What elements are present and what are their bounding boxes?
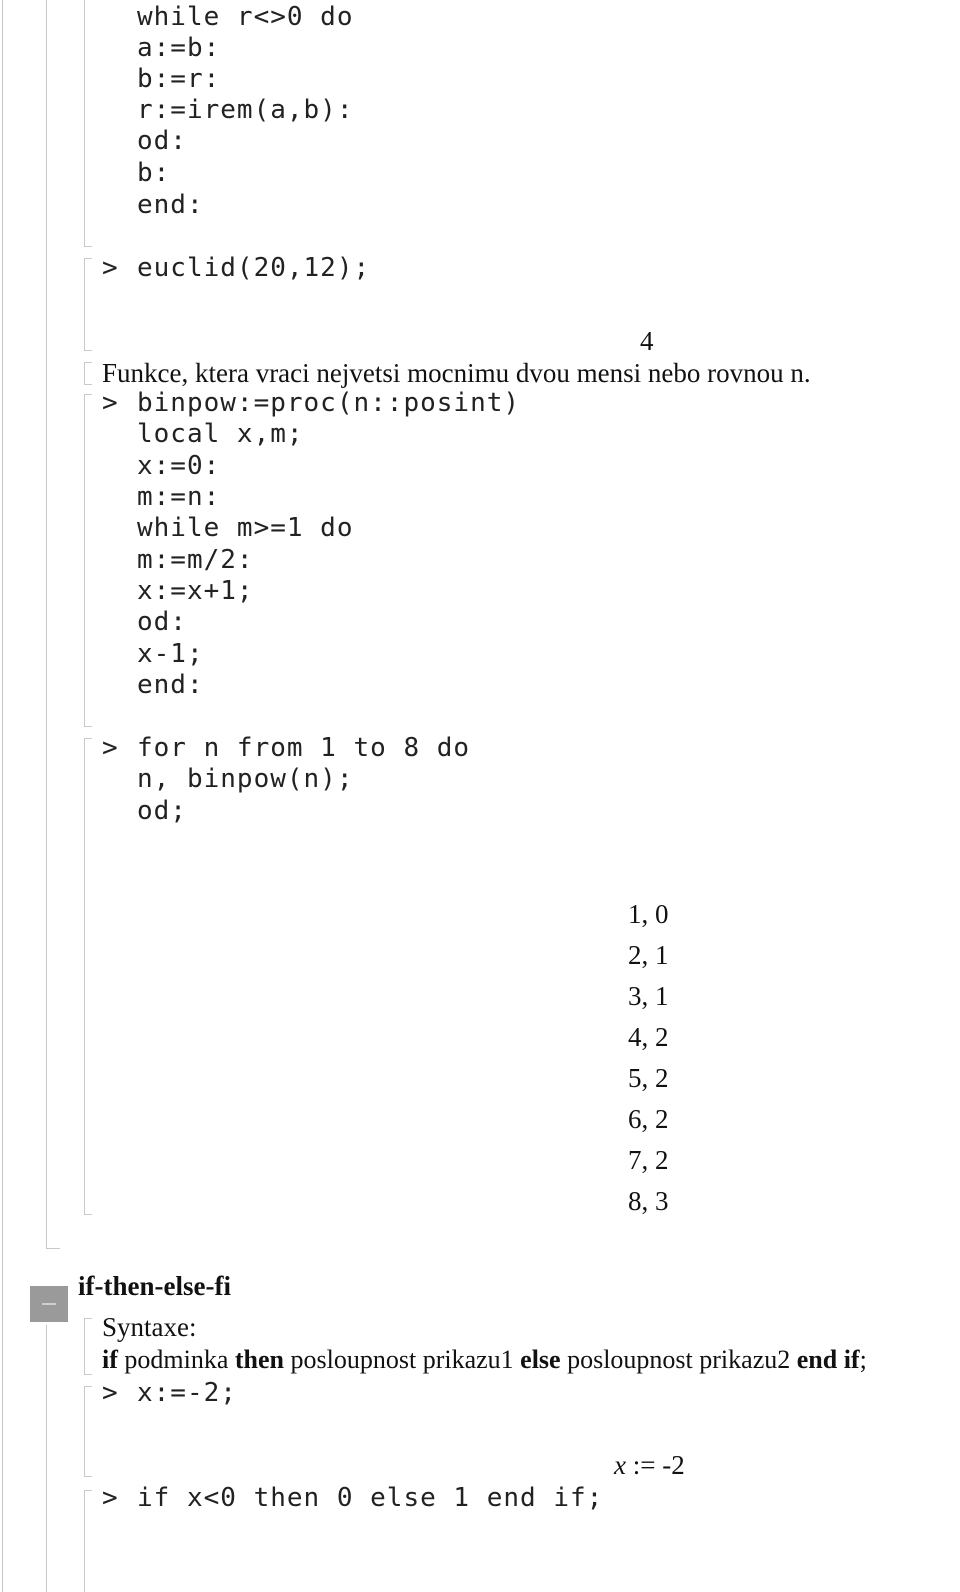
exec-group-bracket-2-start (84, 258, 92, 259)
keyword-else: else (520, 1345, 561, 1374)
section-title[interactable]: if-then-else-fi (78, 1271, 231, 1301)
code-line[interactable]: b:=r: (137, 64, 221, 94)
command-input-euclid[interactable]: euclid(20,12); (137, 253, 371, 283)
code-line[interactable]: while r<>0 do (137, 2, 354, 32)
text-group-bracket-start (84, 362, 92, 363)
exec-group-bracket-4-start (84, 738, 92, 739)
input-prompt: > (102, 253, 119, 283)
text-group-bracket (84, 362, 85, 384)
code-line[interactable]: x:=x+1; (137, 576, 254, 606)
text-group-bracket-syntax-start (84, 1318, 92, 1319)
exec-group-bracket-2 (84, 258, 85, 350)
code-line[interactable]: m:=m/2: (137, 545, 254, 575)
output-line: 1, 0 (628, 899, 669, 929)
output-line: 2, 1 (628, 940, 669, 970)
code-line[interactable]: for n from 1 to 8 do (137, 733, 471, 763)
input-prompt: > (102, 1483, 119, 1513)
section-group-bracket-end (46, 1248, 60, 1249)
section-group-bracket (46, 0, 47, 1248)
output-line: 7, 2 (628, 1145, 669, 1175)
syntax-line (102, 1345, 867, 1375)
comment-text: Funkce, ktera vraci nejvetsi mocnimu dvou mensi nebo rovnou n. (102, 358, 811, 388)
code-line[interactable]: x:=0: (137, 451, 221, 481)
code-line[interactable]: x-1; (137, 639, 204, 669)
new-section-group-bracket (46, 1325, 47, 1592)
keyword-if: if (102, 1345, 118, 1374)
exec-group-bracket-6-start (84, 1490, 92, 1491)
code-line[interactable]: while m>=1 do (137, 513, 354, 543)
exec-group-bracket-5-end (84, 1476, 92, 1477)
output-value: 4 (640, 326, 654, 356)
text-group-bracket-syntax (84, 1318, 85, 1374)
syntax-statements-1: posloupnost prikazu1 (290, 1345, 514, 1374)
exec-group-bracket-2-end (84, 350, 92, 351)
code-line[interactable]: od; (137, 796, 187, 826)
input-prompt: > (102, 388, 119, 418)
syntax-statements-2: posloupnost prikazu2 (567, 1345, 791, 1374)
command-input-if[interactable]: if x<0 then 0 else 1 end if; (137, 1483, 604, 1513)
outer-group-bracket (2, 0, 3, 1592)
code-line[interactable]: local x,m; (137, 419, 304, 449)
code-line[interactable]: end: (137, 670, 204, 700)
syntax-label: Syntaxe: (102, 1312, 197, 1342)
code-line[interactable]: m:=n: (137, 482, 221, 512)
input-prompt: > (102, 1378, 119, 1408)
code-line[interactable]: od: (137, 126, 187, 156)
output-assignment-value: := -2 (632, 1450, 685, 1480)
exec-group-bracket-1 (84, 0, 85, 246)
output-line: 3, 1 (628, 981, 669, 1011)
text-group-bracket-end (84, 384, 92, 385)
syntax-terminator: ; (859, 1345, 867, 1374)
output-line: 8, 3 (628, 1186, 669, 1216)
output-line: 5, 2 (628, 1063, 669, 1093)
exec-group-bracket-3 (84, 394, 85, 726)
code-line[interactable]: end: (137, 190, 204, 220)
output-variable: x (614, 1450, 626, 1480)
exec-group-bracket-5-start (84, 1386, 92, 1387)
keyword-then: then (234, 1345, 285, 1374)
code-line[interactable]: od: (137, 607, 187, 637)
code-line[interactable]: n, binpow(n); (137, 764, 354, 794)
exec-group-bracket-6 (84, 1490, 85, 1592)
exec-group-bracket-4-end (84, 1214, 92, 1215)
code-line[interactable]: r:=irem(a,b): (137, 95, 354, 125)
exec-group-bracket-4 (84, 738, 85, 1214)
output-line: 6, 2 (628, 1104, 669, 1134)
assignment-output (614, 1450, 685, 1481)
output-line: 4, 2 (628, 1022, 669, 1052)
input-prompt: > (102, 733, 119, 763)
keyword-end-if: end if (796, 1345, 860, 1374)
code-line[interactable]: b: (137, 158, 171, 188)
text-group-bracket-syntax-end (84, 1374, 92, 1375)
exec-group-bracket-1-end (84, 246, 92, 247)
exec-group-bracket-3-end (84, 726, 92, 727)
code-line[interactable]: a:=b: (137, 33, 221, 63)
exec-group-bracket-5 (84, 1386, 85, 1476)
exec-group-bracket-3-start (84, 394, 92, 395)
code-line[interactable]: binpow:=proc(n::posint) (137, 388, 521, 418)
syntax-condition: podminka (124, 1345, 229, 1374)
command-input-assign[interactable]: x:=-2; (137, 1378, 237, 1408)
section-collapse-toggle[interactable] (30, 1286, 68, 1322)
